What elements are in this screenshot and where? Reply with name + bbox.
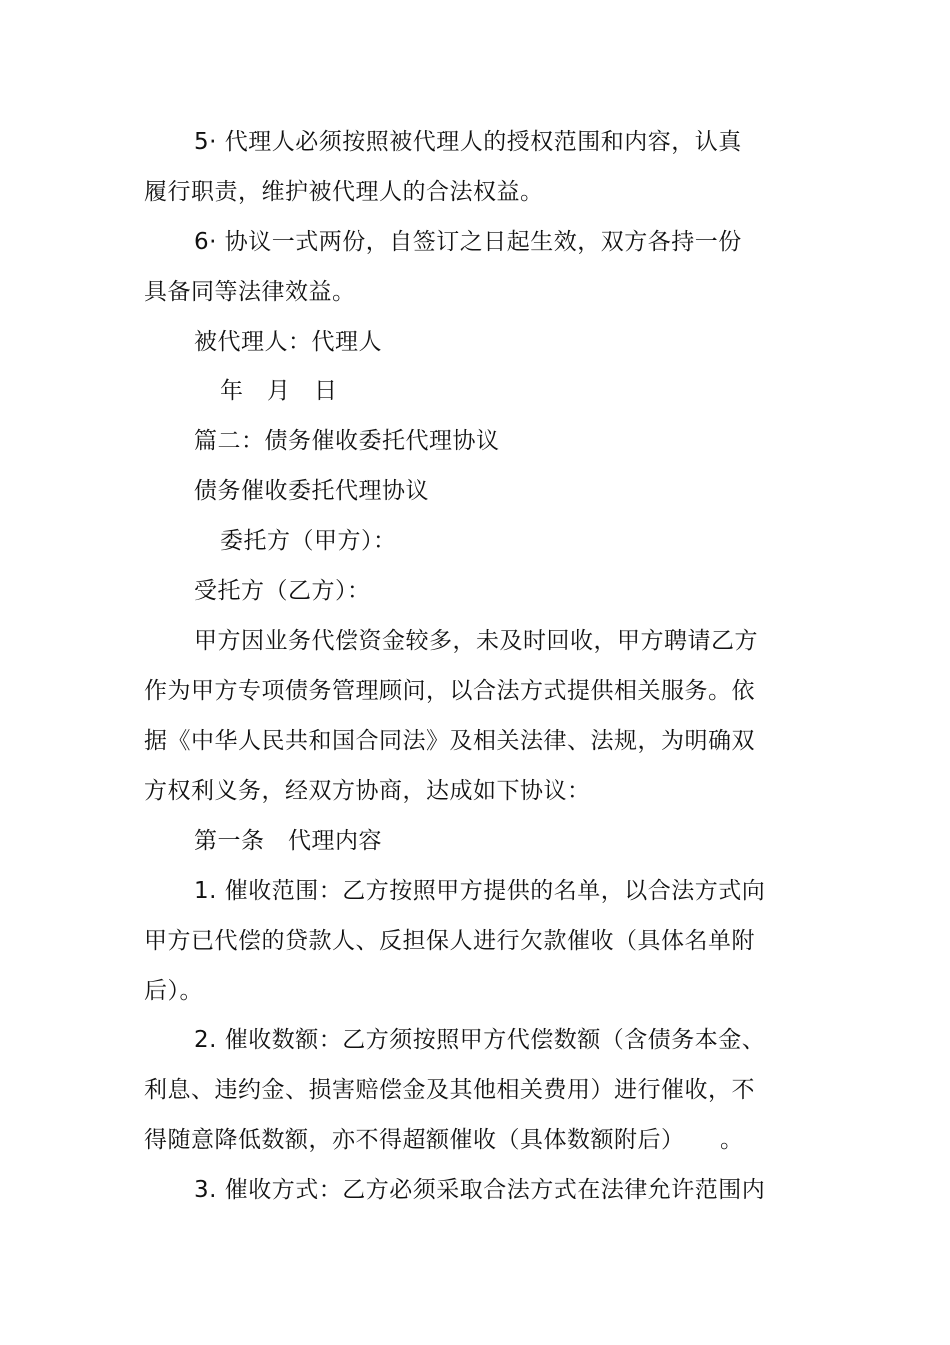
party-a-line: 委托方（甲方）： <box>220 528 397 554</box>
paragraph-line: 6· 协议一式两份，自签订之日起生效，双方各持一份 <box>194 229 742 255</box>
party-b-line: 受托方（乙方）： <box>194 578 371 604</box>
paragraph-line: 方权利义务，经双方协商，达成如下协议： <box>144 778 591 804</box>
paragraph-line: 得随意降低数额，亦不得超额催收（具体数额附后） 。 <box>144 1127 744 1153</box>
paragraph-line: 5· 代理人必须按照被代理人的授权范围和内容，认真 <box>194 129 742 155</box>
paragraph-line: 具备同等法律效益。 <box>144 279 356 305</box>
paragraph-line: 2. 催收数额：乙方须按照甲方代偿数额（含债务本金、 <box>194 1027 766 1053</box>
section-heading: 篇二：债务催收委托代理协议 <box>194 428 500 454</box>
paragraph-line: 据《中华人民共和国合同法》及相关法律、法规，为明确双 <box>144 728 755 754</box>
document-title: 债务催收委托代理协议 <box>194 478 429 504</box>
paragraph-line: 履行职责，维护被代理人的合法权益。 <box>144 179 544 205</box>
date-line: 年 月 日 <box>220 378 338 404</box>
paragraph-line: 甲方已代偿的贷款人、反担保人进行欠款催收（具体名单附 <box>144 928 755 954</box>
paragraph-line: 作为甲方专项债务管理顾问，以合法方式提供相关服务。依 <box>144 678 755 704</box>
paragraph-line: 1. 催收范围：乙方按照甲方提供的名单，以合法方式向 <box>194 878 766 904</box>
paragraph-line: 3. 催收方式：乙方必须采取合法方式在法律允许范围内 <box>194 1177 766 1203</box>
article-heading: 第一条 代理内容 <box>194 828 382 854</box>
signature-line: 被代理人：代理人 <box>194 329 382 355</box>
paragraph-line: 甲方因业务代偿资金较多，未及时回收，甲方聘请乙方 <box>194 628 758 654</box>
paragraph-line: 利息、违约金、损害赔偿金及其他相关费用）进行催收，不 <box>144 1077 755 1103</box>
paragraph-line: 后）。 <box>144 978 203 1004</box>
